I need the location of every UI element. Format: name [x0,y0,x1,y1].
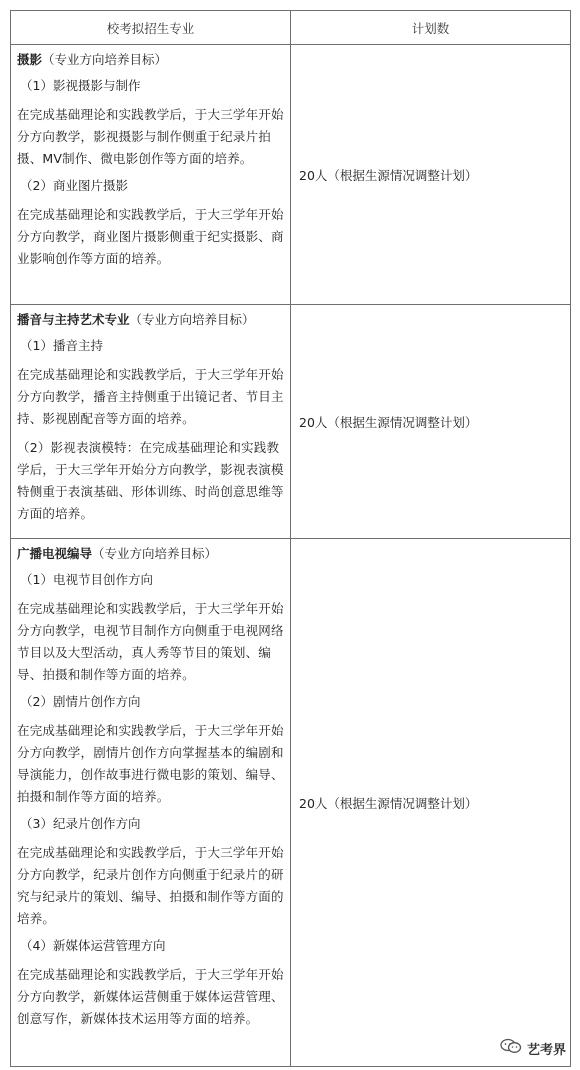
section-title: 播音与主持艺术专业（专业方向培养目标） [17,312,255,327]
direction-description: （2）影视表演模特：在完成基础理论和实践教学后，于大三学年开始分方向教学，影视表演模特侧重于表演基础、形体训练、时尚创意思维等方面的培养。 [17,440,284,521]
watermark-text: 艺考界 [526,1042,566,1058]
header-plan-count: 计划数 [291,11,571,45]
plan-count-cell: 20人（根据生源情况调整计划） [291,539,571,1067]
direction-title: （2）剧情片创作方向 [20,694,141,709]
direction-description: 在完成基础理论和实践教学后，于大三学年开始分方向教学，电视节目制作方向侧重于电视网络节目以及大型活动，真人秀等节目的策划、编导、拍摄和制作等方面的培养。 [17,601,284,682]
direction-title: （1）电视节目创作方向 [20,572,153,587]
direction-title: （2）商业图片摄影 [20,178,128,193]
watermark [500,1038,566,1058]
direction-title: （1）影视摄影与制作 [20,78,141,93]
direction-description: 在完成基础理论和实践教学后，于大三学年开始分方向教学，纪录片创作方向侧重于纪录片的研究与纪录片的策划、编导、拍摄和制作等方面的培养。 [17,845,284,926]
direction-title: （4）新媒体运营管理方向 [20,938,166,953]
table-row [11,539,571,1067]
major-cell-broadcasting [11,305,291,539]
direction-title: （1）播音主持 [20,338,103,353]
section-title: 摄影（专业方向培养目标） [17,52,168,67]
table-row [11,45,571,305]
direction-description: 在完成基础理论和实践教学后，于大三学年开始分方向教学，商业图片摄影侧重于纪实摄影、商业影响创作等方面的培养。 [17,207,284,266]
section-title: 广播电视编导（专业方向培养目标） [17,546,218,561]
direction-description: 在完成基础理论和实践教学后，于大三学年开始分方向教学，播音主持侧重于出镜记者、节目主持、影视剧配音等方面的培养。 [17,367,284,426]
major-cell-directing [11,539,291,1067]
plan-count-cell: 20人（根据生源情况调整计划） [291,305,571,539]
direction-description: 在完成基础理论和实践教学后，于大三学年开始分方向教学，新媒体运营侧重于媒体运营管理、创意写作，新媒体技术运用等方面的培养。 [17,967,284,1026]
table-header-row [11,11,571,45]
direction-title: （3）纪录片创作方向 [20,816,141,831]
wechat-icon [500,1038,522,1058]
direction-description: 在完成基础理论和实践教学后，于大三学年开始分方向教学，剧情片创作方向掌握基本的编剧和导演能力，创作故事进行微电影的策划、编导、拍摄和制作等方面的培养。 [17,723,284,804]
plan-count-cell: 20人（根据生源情况调整计划） [291,45,571,305]
table-row [11,305,571,539]
enrollment-plan-table [10,10,571,1067]
direction-description: 在完成基础理论和实践教学后，于大三学年开始分方向教学，影视摄影与制作侧重于纪录片拍摄、MV制作、微电影创作等方面的培养。 [17,107,284,166]
header-major: 校考拟招生专业 [11,11,291,45]
major-cell-photography [11,45,291,305]
